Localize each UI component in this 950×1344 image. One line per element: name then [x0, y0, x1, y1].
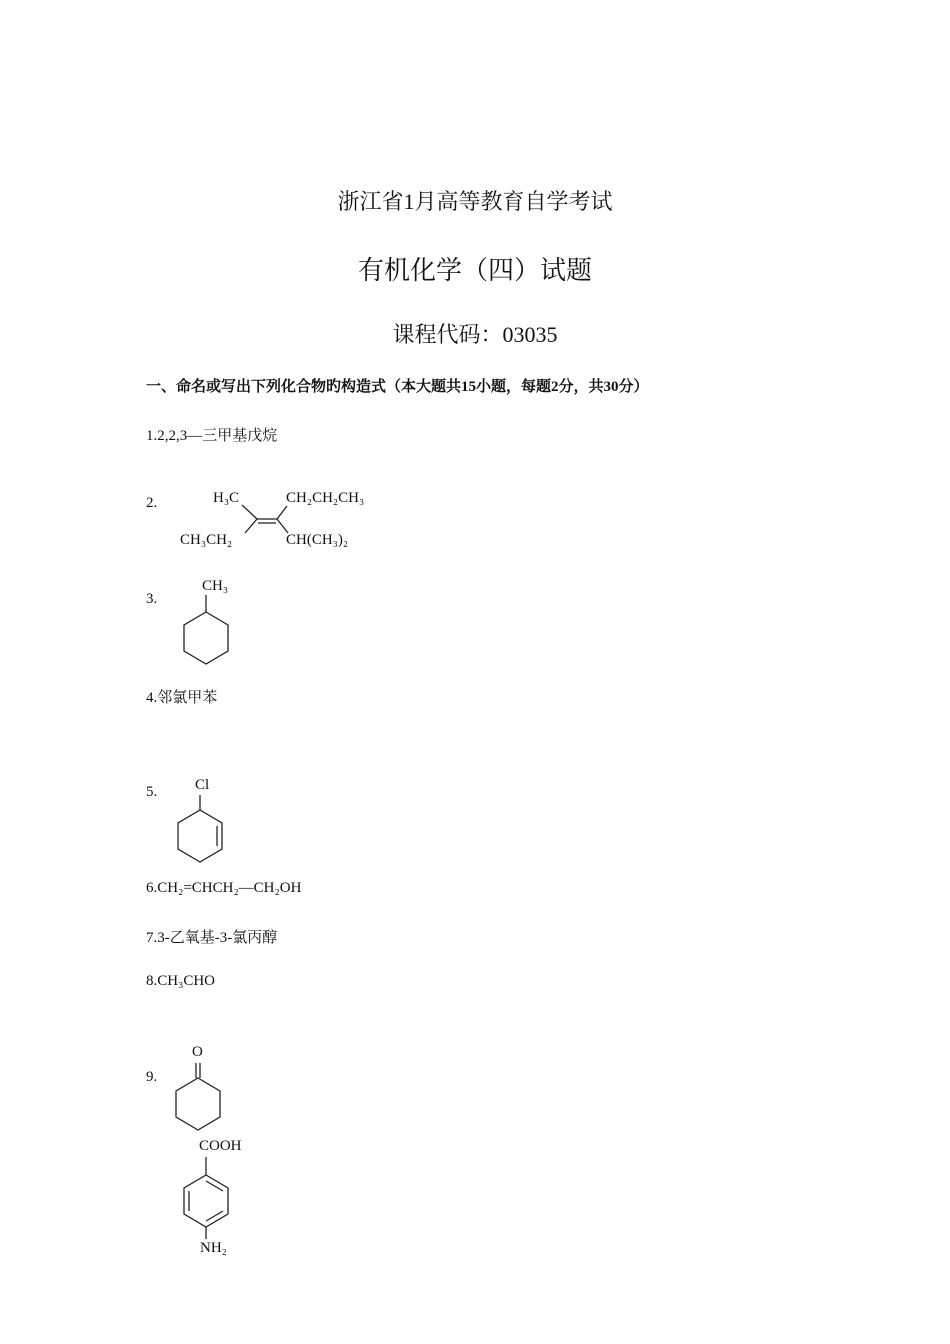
carboxyl-label: COOH: [199, 1138, 242, 1154]
question-7: [146, 926, 277, 947]
question-text: 3-乙氧基-3-氯丙醇: [157, 930, 278, 946]
question-text: CH₃CHO: [157, 973, 215, 989]
question-9-number: 9.: [146, 1069, 158, 1085]
methylcyclohexane-structure: [175, 590, 240, 670]
question-number: 6.: [146, 880, 158, 896]
question-number: 8.: [146, 973, 158, 989]
question-4: [146, 686, 217, 707]
question-text: 2,2,3—三甲基戊烷: [157, 428, 278, 444]
question-text: 邻氯甲苯: [157, 690, 218, 706]
exam-title: 浙江省1月高等教育自学考试: [337, 189, 613, 214]
methyl-label: CH₃: [202, 578, 229, 594]
question-number: 7.: [146, 930, 158, 946]
aminobenzoic-acid-structure: [175, 1155, 240, 1245]
course-code: 课程代码：03035: [392, 322, 558, 347]
question-3-number: 3.: [146, 591, 158, 607]
alkene-label-bottom-right: CH(CH₃)₂: [286, 532, 349, 548]
oxo-label: O: [192, 1044, 203, 1060]
question-8: [146, 973, 215, 990]
subject-title: 有机化学（四）试题: [357, 256, 592, 285]
alkene-label-bottom-left: CH₃CH₂: [180, 532, 233, 548]
amino-label: NH₂: [200, 1240, 227, 1256]
chlorocyclohexene-structure: [170, 792, 235, 867]
alkene-label-top-right: CH₂CH₂CH₃: [286, 490, 365, 506]
question-6: [146, 880, 301, 897]
question-1: [146, 424, 277, 445]
question-number: 4.: [146, 690, 158, 706]
chloro-label: Cl: [195, 777, 210, 793]
question-2-number: 2.: [146, 495, 158, 511]
question-5-number: 5.: [146, 784, 158, 800]
question-text: CH₂=CHCH₂—CH₂OH: [157, 880, 302, 896]
alkene-label-top-left: H₃C: [213, 490, 240, 506]
question-number: 1.: [146, 428, 158, 444]
alkene-bonds-structure: [230, 500, 300, 540]
cyclohexanone-structure: [168, 1060, 233, 1138]
section-heading: 一、命名或写出下列化合物旳构造式（本大题共15小题，每题2分，共30分）: [146, 379, 649, 395]
